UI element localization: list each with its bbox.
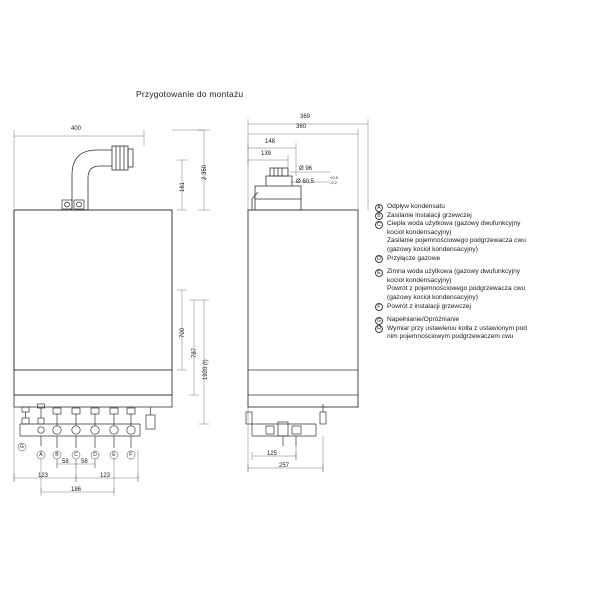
legend-bullet-b: B [375,212,383,220]
legend-bullet-a: A [375,204,383,212]
legend-line: Odpływ kondensatu [387,203,445,210]
legend-bullet-g: G [376,317,382,324]
dim-depth-125: 125 [267,451,278,457]
legend [375,203,597,342]
dim-diameter-tolerance: +0,5 -0,2 [330,175,338,185]
drawing-title: Przygotowanie do montażu [136,89,244,99]
legend-text-a [387,203,597,212]
legend-line: kocioł kondensacyjny) [387,228,452,236]
legend-line: nim pojemnościowym podgrzewaczem cwu [387,333,514,341]
dim-height-161: 161 [180,181,186,192]
dim-diameter-96: Ø 96 [299,166,313,172]
legend-line: (gazowy kocioł kondensacyjny) [387,293,478,301]
legend-line: Zasilanie pojemnościowego podgrzewacza cwu [387,237,526,245]
legend-item-h [375,325,597,342]
dim-depth-139: 139 [261,151,272,157]
legend-item-f [375,303,597,312]
dim-width-123-a: 123 [38,473,49,479]
legend-line: Zimna woda użytkowa (gazowy dwufunkcyjny [387,268,521,276]
dim-depth-369: 369 [300,114,311,120]
legend-line: Powrót z instalacji grzewczej [387,302,471,310]
legend-item-c [375,220,597,254]
callout-f: F [129,451,133,458]
callout-g: G [20,443,24,450]
dim-width-123-b: 123 [100,473,111,479]
legend-text-e [387,268,597,302]
legend-line: Zasilanie instalacji grzewczej [387,211,472,219]
legend-item-g [375,316,597,325]
callout-d: D [93,451,97,458]
legend-text-f [387,303,597,312]
dim-depth-360: 360 [296,124,307,130]
dim-depth-257: 257 [279,463,290,469]
dim-height-1920: 1920 (I) [203,359,209,380]
dim-width-58-a: 58 [62,459,69,465]
dim-height-700: 700 [180,327,186,338]
legend-line: Ciepła woda użytkowa (gazowy dwufunkcyjny [387,220,521,228]
legend-text-b [387,212,597,221]
legend-text-h [387,325,597,342]
dim-height-2350: 2 350 [202,164,208,180]
legend-item-a [375,203,597,212]
legend-line: Przyłącze gazowe [387,254,441,262]
dim-width-186: 186 [71,487,82,493]
dim-depth-148: 148 [265,139,276,145]
legend-item-d [375,255,597,264]
callout-e: E [112,451,116,458]
legend-line: Napełnianie/Opróżnianie [387,316,460,324]
legend-bullet-h: H [375,325,383,333]
legend-text-d [387,255,597,264]
legend-bullet-e: E [375,269,383,277]
callout-b: B [55,451,59,458]
callout-c: C [74,451,78,458]
legend-text-c [387,220,597,254]
callout-a: A [39,451,43,458]
legend-line: Wymiar przy ustawieniu kotła z ustawionym pod [387,324,527,332]
legend-line: Powrót z pojemnościowego podgrzewacza cwu [387,285,526,293]
legend-line: (gazowy kocioł kondensacyjny) [387,245,478,253]
legend-bullet-d: D [375,255,383,263]
legend-text-g [387,316,597,325]
legend-bullet-f: F [375,303,383,311]
legend-bullet-c: C [375,221,383,229]
dim-width-400: 400 [71,126,82,132]
dim-height-787: 787 [192,347,198,358]
legend-line: kocioł kondensacyjny) [387,276,452,284]
legend-item-b [375,212,597,221]
dim-diameter-60-5: Ø 60,5 [296,179,315,185]
legend-item-e [375,268,597,302]
dim-width-58-b: 58 [81,459,88,465]
